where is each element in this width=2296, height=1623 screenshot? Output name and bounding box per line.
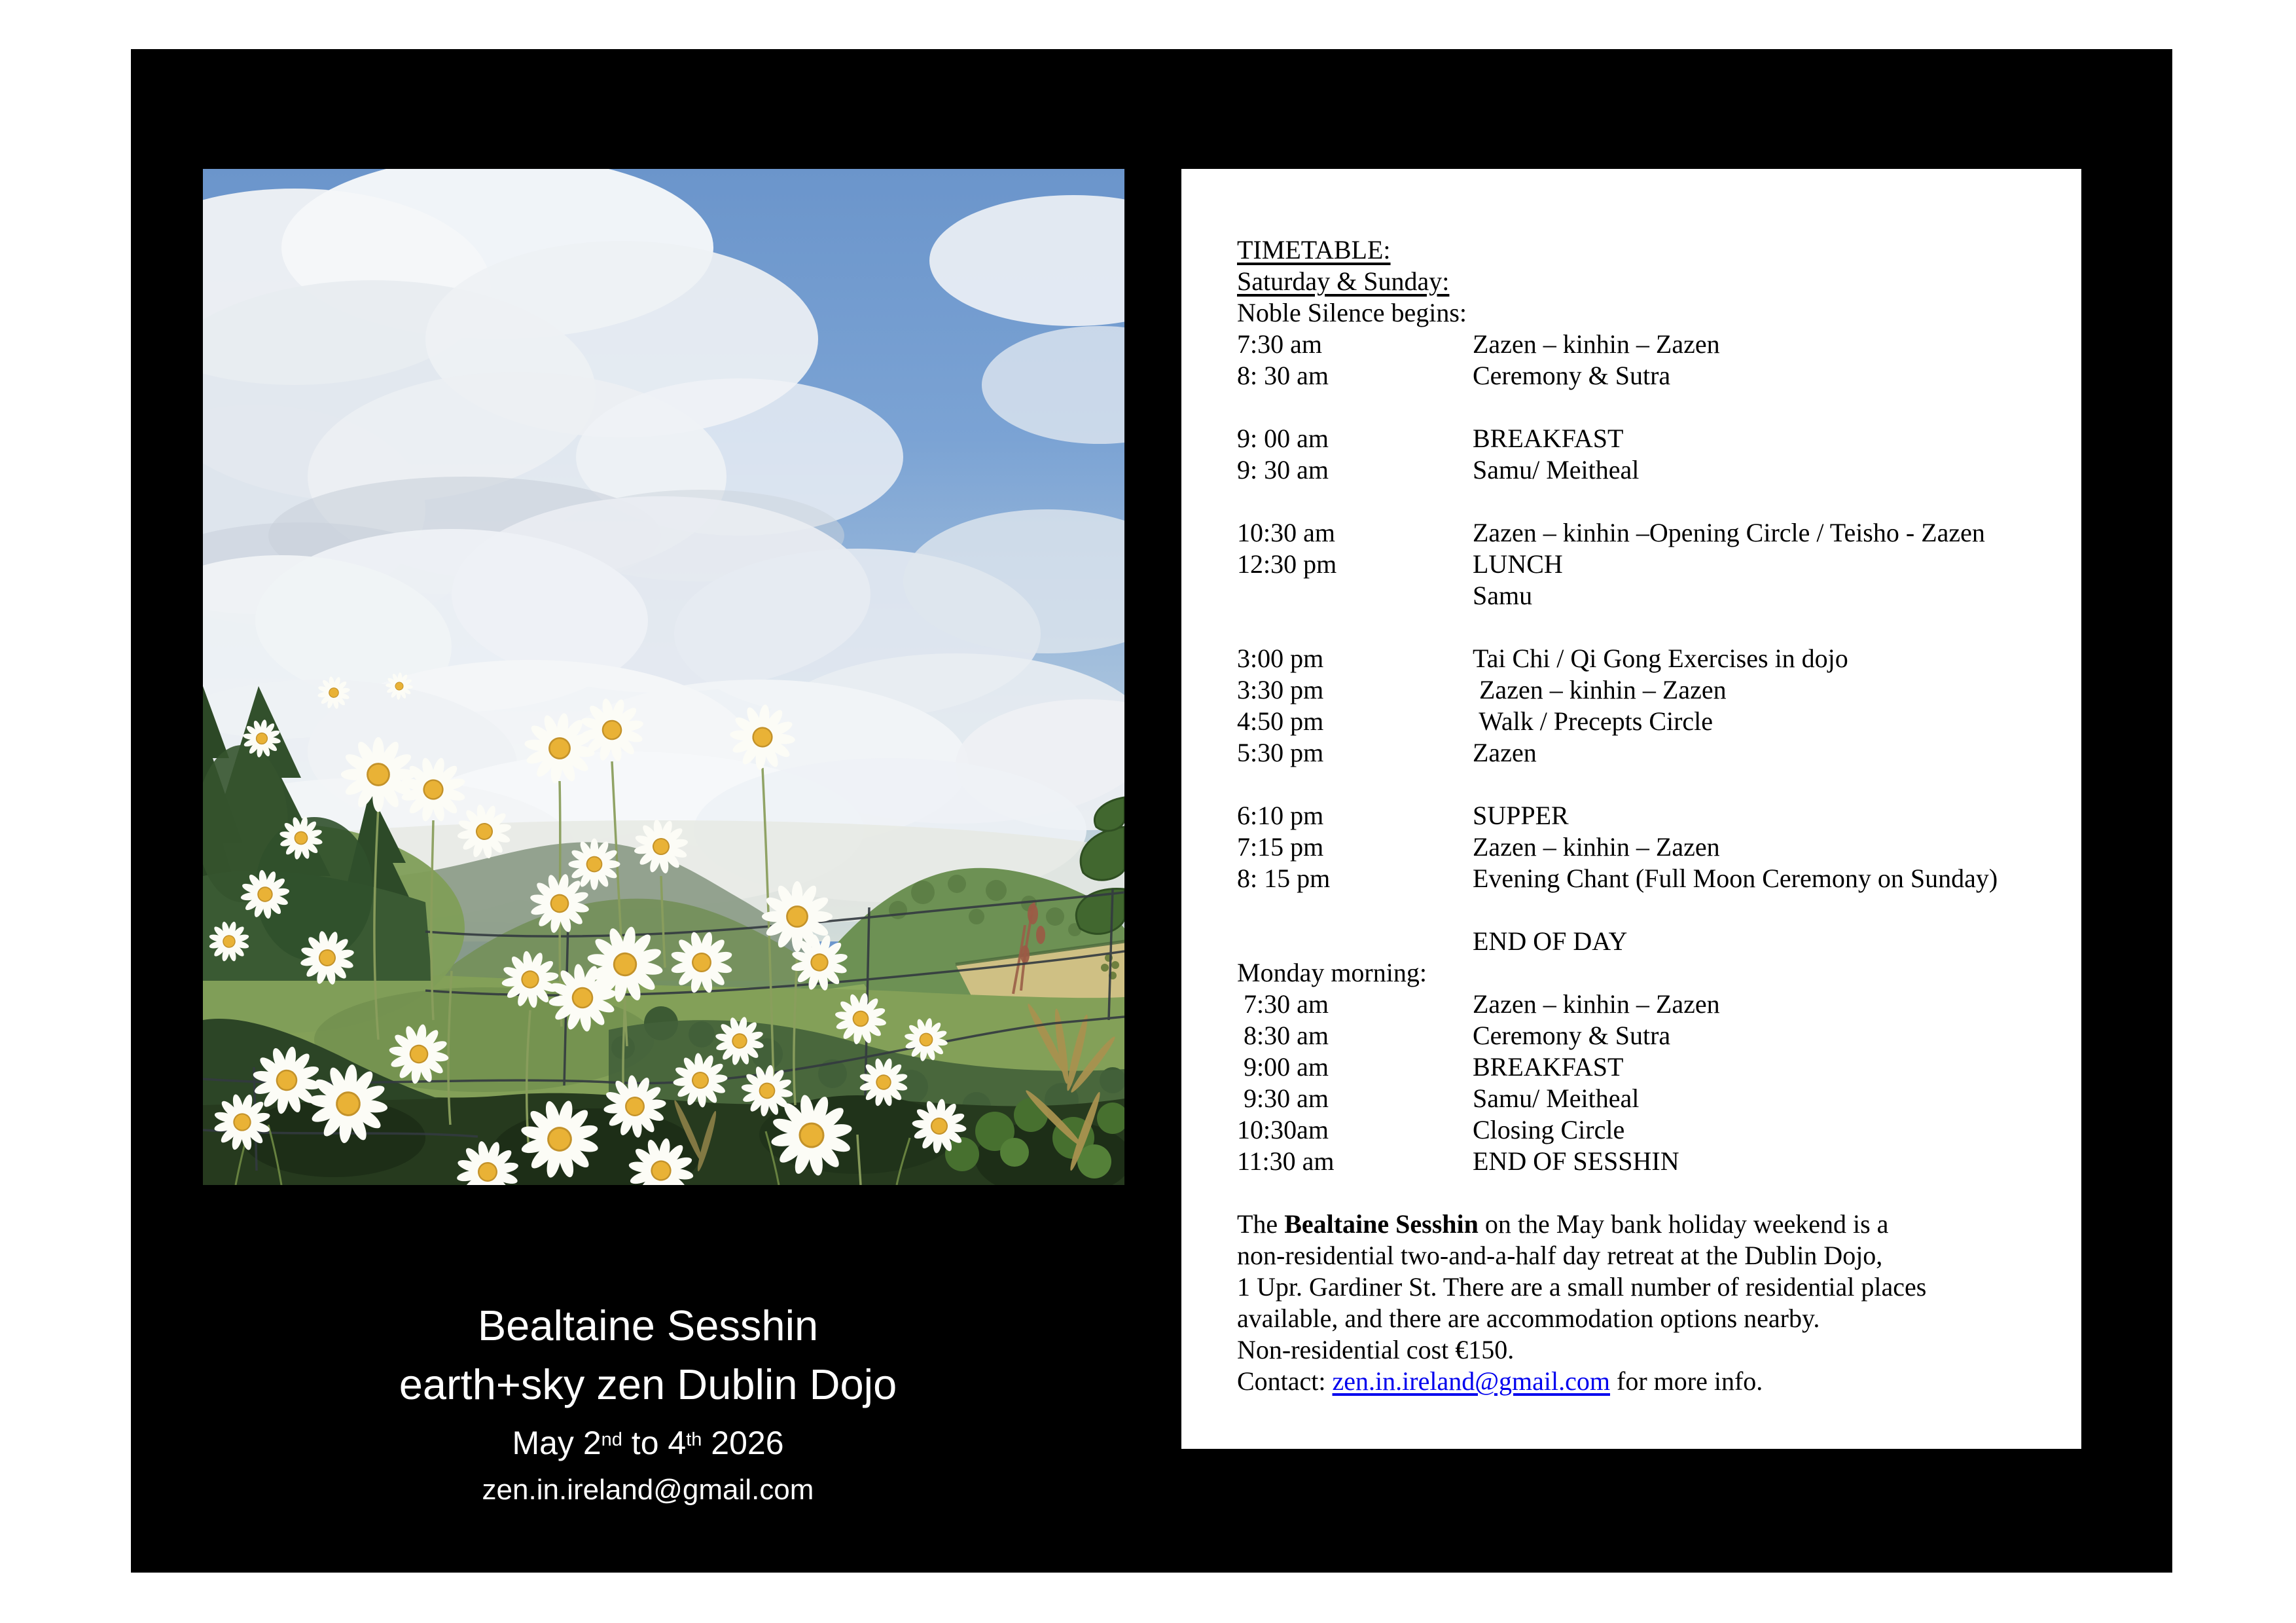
- time-cell: 8: 15 pm: [1237, 864, 1331, 893]
- activity-cell: Ceremony & Sutra: [1473, 1021, 1671, 1050]
- info-paragraph-line: non-residential two-and-a-half day retreat at the Dublin Dojo,: [1237, 1241, 1883, 1270]
- timetable-row: [1237, 517, 2055, 549]
- caption-block: [157, 1296, 1139, 1508]
- time-cell: 7:15 pm: [1237, 832, 1324, 862]
- timetable-row: [1237, 800, 2055, 831]
- timetable-row: [1237, 643, 2055, 674]
- activity-cell: LUNCH: [1473, 549, 1563, 579]
- time-cell: 9:30 am: [1237, 1084, 1329, 1113]
- bealtaine-bold: Bealtaine Sesshin: [1284, 1209, 1479, 1239]
- time-cell: [1237, 580, 1473, 611]
- noble-silence-note: Noble Silence begins:: [1237, 298, 1467, 327]
- caption-subtitle: earth+sky zen Dublin Dojo: [399, 1360, 897, 1408]
- paragraph-text: for more info.: [1610, 1366, 1763, 1396]
- caption-title: Bealtaine Sesshin: [477, 1302, 819, 1349]
- timetable-row: [1237, 1146, 2055, 1177]
- timetable-row: [1237, 549, 2055, 580]
- info-paragraph-line: available, and there are accommodation options nearby.: [1237, 1304, 1820, 1333]
- activity-cell: BREAKFAST: [1473, 1052, 1624, 1082]
- caption-date: [157, 1422, 1139, 1469]
- time-cell: [1237, 926, 1473, 957]
- timetable-row: [1237, 486, 2055, 517]
- time-cell: 11:30 am: [1237, 1146, 1335, 1176]
- time-cell: 3:30 pm: [1237, 675, 1324, 704]
- date-text: May 2: [512, 1425, 601, 1461]
- timetable-row: [1237, 611, 2055, 643]
- time-cell: 9: 00 am: [1237, 424, 1329, 453]
- activity-cell: Walk / Precepts Circle: [1473, 706, 1713, 736]
- info-paragraph-line: 1 Upr. Gardiner St. There are a small number of residential places: [1237, 1272, 1927, 1302]
- activity-cell: END OF DAY: [1473, 926, 1628, 956]
- time-cell: [1237, 769, 1473, 800]
- time-cell: 4:50 pm: [1237, 706, 1324, 736]
- paragraph-text: Contact:: [1237, 1366, 1333, 1396]
- timetable-row: [1237, 1051, 2055, 1083]
- activity-cell: Evening Chant (Full Moon Ceremony on Sunday): [1473, 864, 1998, 893]
- activity-cell: SUPPER: [1473, 801, 1569, 830]
- timetable-row: [1237, 769, 2055, 800]
- activity-cell: Zazen: [1473, 738, 1537, 767]
- date-text: 2026: [702, 1425, 784, 1461]
- timetable-row: [1237, 329, 2055, 360]
- contact-email-link[interactable]: zen.in.ireland@gmail.com: [1332, 1366, 1611, 1396]
- timetable-row: [1237, 863, 2055, 894]
- time-cell: 8: 30 am: [1237, 361, 1329, 390]
- activity-cell: Zazen – kinhin –Opening Circle / Teisho - Zazen: [1473, 518, 1985, 547]
- timetable-heading: TIMETABLE:: [1237, 235, 1391, 264]
- activity-cell: Closing Circle: [1473, 1115, 1625, 1144]
- date-superscript: nd: [601, 1429, 622, 1450]
- time-cell: 9: 30 am: [1237, 455, 1329, 484]
- timetable-row: [1237, 706, 2055, 737]
- timetable-row: [1237, 1020, 2055, 1051]
- paragraph-text: The: [1237, 1209, 1285, 1239]
- time-cell: [1237, 894, 1473, 926]
- caption-email: zen.in.ireland@gmail.com: [482, 1474, 814, 1506]
- time-cell: 8:30 am: [1237, 1021, 1329, 1050]
- timetable-panel: [1181, 169, 2081, 1449]
- timetable-subheading: Saturday & Sunday:: [1237, 266, 1450, 296]
- time-cell: 3:00 pm: [1237, 644, 1324, 673]
- time-cell: 6:10 pm: [1237, 801, 1324, 830]
- timetable-row: [1237, 926, 2055, 957]
- activity-cell: Zazen – kinhin – Zazen: [1473, 329, 1720, 359]
- timetable-row: [1237, 360, 2055, 392]
- info-paragraph: [1237, 1209, 2055, 1397]
- poster: [131, 49, 2172, 1573]
- activity-cell: Zazen – kinhin – Zazen: [1473, 675, 1727, 704]
- activity-cell: Ceremony & Sutra: [1473, 361, 1671, 390]
- timetable-row: [1237, 737, 2055, 769]
- activity-cell: END OF SESSHIN: [1473, 1146, 1679, 1176]
- timetable-row: [1237, 423, 2055, 454]
- timetable-row: [1237, 392, 2055, 423]
- time-cell: [1237, 486, 1473, 517]
- time-cell: 9:00 am: [1237, 1052, 1329, 1082]
- paragraph-text: on the May bank holiday weekend is a: [1478, 1209, 1889, 1239]
- activity-cell: Samu/ Meitheal: [1473, 455, 1640, 484]
- time-cell: 10:30 am: [1237, 518, 1335, 547]
- info-paragraph-line: [1237, 1366, 2055, 1397]
- retreat-photo: [203, 169, 1124, 1185]
- timetable-row: [1237, 989, 2055, 1020]
- date-text: to 4: [622, 1425, 687, 1461]
- timetable-row: [1237, 674, 2055, 706]
- timetable-row: [1237, 580, 2055, 611]
- activity-cell: Zazen – kinhin – Zazen: [1473, 989, 1720, 1019]
- date-superscript: th: [686, 1429, 702, 1450]
- activity-cell: Tai Chi / Qi Gong Exercises in dojo: [1473, 644, 1848, 673]
- time-cell: [1237, 611, 1473, 643]
- time-cell: 7:30 am: [1237, 989, 1329, 1019]
- timetable-row: [1237, 454, 2055, 486]
- activity-cell: Samu/ Meitheal: [1473, 1084, 1640, 1113]
- timetable-row: [1237, 894, 2055, 926]
- activity-cell: Zazen – kinhin – Zazen: [1473, 832, 1720, 862]
- time-cell: 7:30 am: [1237, 329, 1322, 359]
- activity-cell: Samu: [1473, 581, 1533, 610]
- timetable-row: [1237, 1083, 2055, 1114]
- timetable-row: [1237, 831, 2055, 863]
- info-paragraph-line: [1237, 1209, 2055, 1240]
- daisy-meadow-illustration: [203, 169, 1124, 1185]
- time-cell: [1237, 392, 1473, 423]
- activity-cell: BREAKFAST: [1473, 424, 1624, 453]
- time-cell: 10:30am: [1237, 1115, 1329, 1144]
- info-paragraph-line: Non-residential cost €150.: [1237, 1335, 1515, 1364]
- monday-label: Monday morning:: [1237, 958, 1427, 987]
- time-cell: 12:30 pm: [1237, 549, 1337, 579]
- timetable-row: [1237, 1114, 2055, 1146]
- time-cell: 5:30 pm: [1237, 738, 1324, 767]
